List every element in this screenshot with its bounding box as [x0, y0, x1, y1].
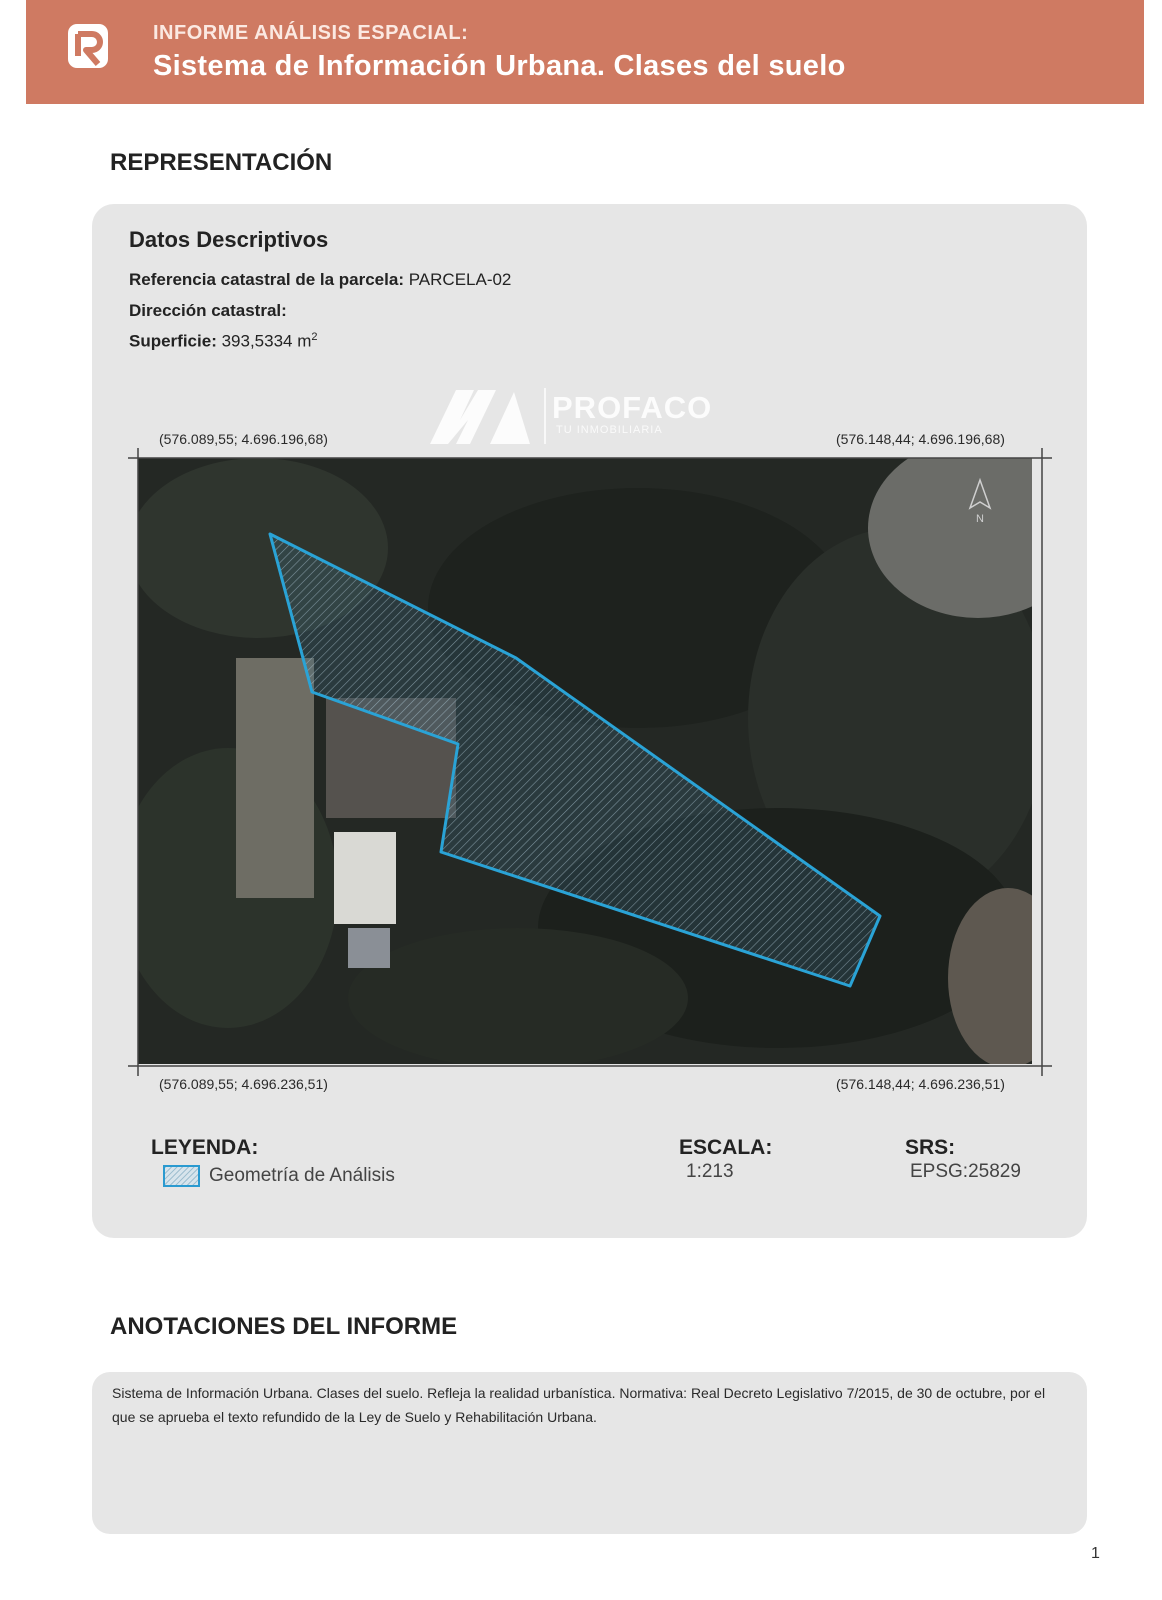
notes-text: Sistema de Información Urbana. Clases del suelo. Refleja la realidad urbanística. Normativa: Real Decreto Legislativo 7/2015, de 30 de octubre, por el que se aprueba el texto refundido de la Ley de Suelo y Rehabilitación Urbana. — [112, 1385, 1046, 1425]
cadastral-ref-value: PARCELA-02 — [408, 270, 512, 289]
descriptive-data-heading: Datos Descriptivos — [129, 227, 329, 252]
section-title-representation: REPRESENTACIÓN — [110, 149, 333, 176]
cadastral-ref-label: Referencia catastral de la parcela: — [129, 270, 404, 289]
legend-item-label: Geometría de Análisis — [209, 1165, 395, 1186]
section-title-notes: ANOTACIONES DEL INFORME — [110, 1313, 458, 1340]
area-unit-exponent: 2 — [311, 331, 318, 343]
area-field — [129, 331, 318, 352]
area-value: 393,5334 m — [221, 331, 312, 351]
srs-value: EPSG:25829 — [910, 1161, 1021, 1182]
legend-title: LEYENDA: — [151, 1136, 259, 1159]
cadastral-ref-field — [129, 270, 511, 290]
coord-bottom-right: (576.148,44; 4.696.236,51) — [836, 1076, 1005, 1092]
coord-bottom-left: (576.089,55; 4.696.236,51) — [159, 1076, 328, 1092]
map-frame-ticks — [128, 448, 1052, 1076]
north-label: N — [976, 513, 984, 525]
report-title: Sistema de Información Urbana. Clases del suelo — [153, 50, 846, 82]
cadastral-address-field — [129, 301, 287, 321]
watermark-brand: PROFACO — [552, 390, 713, 425]
watermark-tagline: TU INMOBILIARIA — [556, 424, 663, 436]
report-kicker: INFORME ANÁLISIS ESPACIAL: — [153, 22, 469, 44]
cadastral-address-label: Dirección catastral: — [129, 301, 287, 320]
srs-title: SRS: — [905, 1136, 956, 1159]
brand-logo-icon — [66, 20, 110, 74]
coord-top-left: (576.089,55; 4.696.196,68) — [159, 431, 328, 447]
scale-value: 1:213 — [686, 1161, 734, 1182]
legend-swatch-icon — [163, 1165, 200, 1187]
scale-title: ESCALA: — [679, 1136, 773, 1159]
page-number: 1 — [1091, 1545, 1100, 1562]
area-label: Superficie: — [129, 331, 217, 351]
coord-top-right: (576.148,44; 4.696.196,68) — [836, 431, 1005, 447]
